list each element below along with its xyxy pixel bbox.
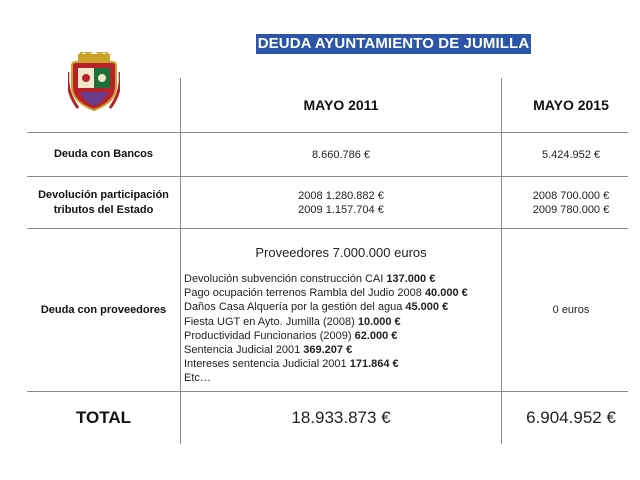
list-item — [184, 343, 500, 357]
total-2011-value: 18.933.873 € — [291, 408, 391, 427]
devolucion-2015-line1: 2008 700.000 € — [532, 189, 610, 202]
devolucion-2011-values — [181, 177, 501, 228]
coat-of-arms-icon — [68, 52, 120, 114]
proveedores-2015-value: 0 euros — [552, 304, 590, 316]
item-text: Sentencia Judicial 2001 — [184, 344, 304, 357]
total-label: TOTAL — [75, 408, 132, 427]
item-amount: 45.000 € — [405, 301, 449, 314]
total-2015-value: 6.904.952 € — [526, 408, 616, 427]
list-item — [184, 286, 500, 300]
header-mayo-2011: MAYO 2011 — [303, 97, 379, 113]
row-label-devolucion — [22, 177, 185, 228]
bancos-2011-value: 8.660.786 € — [311, 148, 371, 161]
row-label-devolucion-line2: tributos del Estado — [53, 203, 154, 216]
list-item — [184, 300, 500, 314]
item-text: Devolución subvención construcción CAI — [184, 273, 387, 285]
item-amount: 369.207 € — [303, 344, 353, 357]
devolucion-2015-values — [502, 177, 640, 228]
item-amount: 10.000 € — [357, 315, 401, 328]
item-amount: 40.000 € — [424, 287, 468, 300]
list-item — [184, 315, 500, 329]
proveedores-summary: Proveedores 7.000.000 euros — [255, 245, 427, 260]
list-item — [184, 371, 500, 385]
item-text: Intereses sentencia Judicial 2001 — [184, 358, 350, 371]
item-text: Fiesta UGT en Ayto. Jumilla (2008) — [184, 315, 358, 328]
header-mayo-2015: MAYO 2015 — [533, 97, 609, 113]
item-text: Daños Casa Alquería por la gestión del agua — [184, 301, 406, 314]
row-label-proveedores: Deuda con proveedores — [40, 303, 167, 316]
item-text: Productividad Funcionarios (2009) — [184, 329, 355, 342]
row-label-bancos: Deuda con Bancos — [53, 148, 154, 160]
item-amount: 171.864 € — [349, 358, 399, 371]
proveedores-list — [184, 272, 500, 386]
bancos-2015-value: 5.424.952 € — [541, 148, 601, 161]
devolucion-2015-line2: 2009 780.000 € — [532, 203, 610, 216]
item-amount: 137.000 € — [386, 273, 436, 285]
list-item — [184, 357, 500, 371]
devolucion-2011-line1: 2008 1.280.882 € — [298, 189, 384, 202]
list-item — [184, 329, 500, 343]
list-item — [184, 272, 500, 286]
item-text: Etc… — [184, 372, 211, 385]
item-amount: 62.000 € — [354, 329, 398, 342]
item-text: Pago ocupación terrenos Rambla del Judio 2008 — [184, 287, 425, 300]
page-title: DEUDA AYUNTAMIENTO DE JUMILLA — [257, 35, 530, 52]
row-label-devolucion-line1: Devolución participación — [38, 188, 169, 201]
devolucion-2011-line2: 2009 1.157.704 € — [298, 203, 384, 216]
